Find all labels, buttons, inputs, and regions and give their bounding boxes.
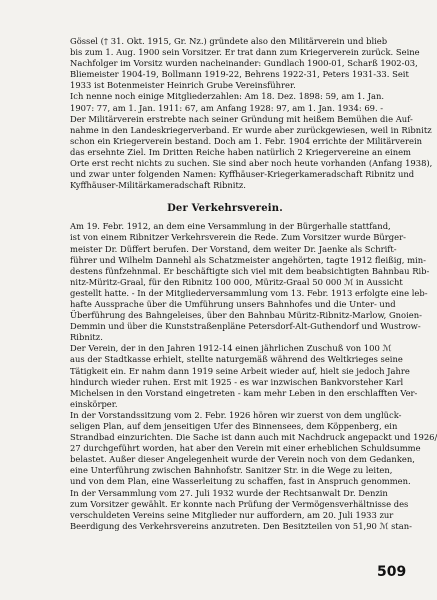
text-line: Gössel († 31. Okt. 1915, Gr. Nz.) gründete also den Militärverein und blieb bbox=[70, 36, 388, 46]
text-line: Am 19. Febr. 1912, an dem eine Versammlung in der Bürgerhalle stattfand, bbox=[70, 221, 391, 232]
text-line: 1907: 77, am 1. Jan. 1911: 67, am Anfang 1928: 97, am 1. Jan. 1934: 69. - bbox=[70, 102, 384, 113]
paragraph bbox=[70, 221, 430, 343]
text-line: meister Dr. Düffert berufen. Der Vorstand, dem weiter Dr. Jaenke als Schrift- bbox=[70, 243, 397, 254]
text-line: Demmin und über die Kunststraßenpläne Petersdorf-Alt-Guthendorf und Wustrow- bbox=[70, 321, 421, 332]
text-line: führer und Wilhelm Dannehl als Schatzmeister angehörten, tagte 1912 fleißig, min- bbox=[70, 254, 426, 265]
text-line: Orte erst recht nichts zu suchen. Sie sind aber noch heute vorhanden (Anfang 1938), bbox=[70, 158, 433, 169]
text-line: Der Verein, der in den Jahren 1912-14 einen jährlichen Zuschuß von 100 ℳ bbox=[70, 343, 392, 354]
text-line: hindurch wieder ruhen. Erst mit 1925 - es war inzwischen Bankvorsteher Karl bbox=[70, 376, 404, 387]
intro-paragraph bbox=[70, 36, 433, 191]
text-line: schon ein Kriegerverein bestand. Doch am 1. Febr. 1904 errichte der Militärverein bbox=[70, 135, 423, 146]
section-heading: Der Verkehrsverein. bbox=[167, 203, 283, 215]
text-column bbox=[70, 36, 437, 532]
paragraph bbox=[70, 409, 437, 488]
text-line: Nachfolger im Vorsitz wurden nacheinander: Gundlach 1900-01, Scharß 1902-03, bbox=[70, 58, 418, 69]
text-line: seligen Plan, auf dem jenseitigen Ufer des Binnensees, dem Köppenberg, ein bbox=[70, 421, 398, 431]
text-line: Ich nenne noch einige Mitgliederzahlen: Am 18. Dez. 1898: 59, am 1. Jan. bbox=[70, 91, 385, 102]
text-line: das ersehnte Ziel. Im Dritten Reiche haben natürlich 2 Kriegervereine an einem bbox=[70, 146, 411, 157]
text-line: Michelsen in den Vorstand eingetreten - kam mehr Leben in den erschlafften Ver- bbox=[70, 387, 418, 398]
text-line: ist von einem Ribnitzer Verkehrsverein die Rede. Zum Vorsitzer wurde Bürger- bbox=[70, 232, 406, 243]
text-line: destens fünfzehnmal. Er beschäftigte sich viel mit dem beabsichtigten Bahnbau Rib- bbox=[70, 265, 430, 276]
text-line: bis zum 1. Aug. 1900 sein Vorsitzer. Er trat dann zum Kriegerverein zurück. Seine bbox=[70, 47, 420, 58]
text-line: und zwar unter folgenden Namen: Kyffhäuser-Kriegerkameradschaft Ribnitz und bbox=[70, 169, 415, 180]
text-line: Bliemeister 1904-19, Bollmann 1919-22, Behrens 1922-31, Peters 1931-33. Seit bbox=[70, 69, 409, 80]
text-line: In der Vorstandssitzung vom 2. Febr. 1926 hören wir zuerst von dem unglück- bbox=[70, 409, 402, 420]
paragraph bbox=[70, 487, 413, 532]
text-line: In der Versammlung vom 27. Juli 1932 wurde der Rechtsanwalt Dr. Denzin bbox=[70, 487, 388, 498]
text-line: und von dem Plan, eine Wasserleitung zu schaffen, fast in Anspruch genommen. bbox=[70, 476, 411, 487]
text-line: hafte Aussprache über die Umführung unsers Bahnhofes und die Unter- und bbox=[70, 298, 396, 309]
text-line: eine Unterführung zwischen Bahnhofstr. Sanitzer Str. in die Wege zu leiten, bbox=[70, 465, 393, 476]
page-number: 509 bbox=[377, 564, 407, 580]
text-line: 27 durchgeführt worden, hat aber den Verein mit einer erheblichen Schuldsumme bbox=[70, 443, 421, 454]
text-line: einskörper. bbox=[70, 398, 118, 409]
text-line: zum Vorsitzer gewählt. Er konnte nach Prüfung der Vermögensverhältnisse des bbox=[70, 498, 409, 509]
paragraph bbox=[70, 343, 418, 410]
text-line: verschuldeten Vereins seine Mitglieder nur auffordern, am 20. Juli 1933 zur bbox=[70, 509, 394, 520]
text-line: 1933 ist Botenmeister Heinrich Grube Vereinsführer. bbox=[70, 80, 296, 91]
text-line: aus der Stadtkasse erhielt, stellte naturgemäß während des Weltkrieges seine bbox=[70, 354, 403, 365]
text-line: Überführung des Bahngeleises, über den Bahnbau Müritz-Ribnitz-Marlow, Gnoien- bbox=[70, 310, 422, 321]
text-line: Tätigkeit ein. Er nahm dann 1919 seine Arbeit wieder auf, hielt sie jedoch Jahre bbox=[70, 365, 410, 376]
text-line: Ribnitz. bbox=[70, 332, 103, 343]
text-line: Kyffhäuser-Militärkameradschaft Ribnitz. bbox=[70, 180, 246, 191]
text-line: Der Militärverein erstrebte nach seiner Gründung mit heißem Bemühen die Auf- bbox=[70, 113, 413, 124]
text-line: nahme in den Landeskriegerverband. Er wurde aber zurückgewiesen, weil in Ribnitz bbox=[70, 124, 432, 135]
text-line: nitz-Müritz-Graal, für den Ribnitz 100 000, Müritz-Graal 50 000 ℳ in Aussicht bbox=[70, 276, 403, 287]
text-line: Beerdigung des Verkehrsvereins anzutreten. Den Besitzteilen von 51,90 ℳ stan- bbox=[70, 520, 413, 531]
text-line: gestellt hatte. - In der Mitgliederversammlung vom 13. Febr. 1913 erfolgte eine leb- bbox=[70, 287, 428, 298]
text-line: Strandbad einzurichten. Die Sache ist dann auch mit Nachdruck angepackt und 1926/ bbox=[70, 432, 437, 443]
text-line: belastet. Außer dieser Angelegenheit wurde der Verein noch von dem Gedanken, bbox=[70, 454, 415, 465]
